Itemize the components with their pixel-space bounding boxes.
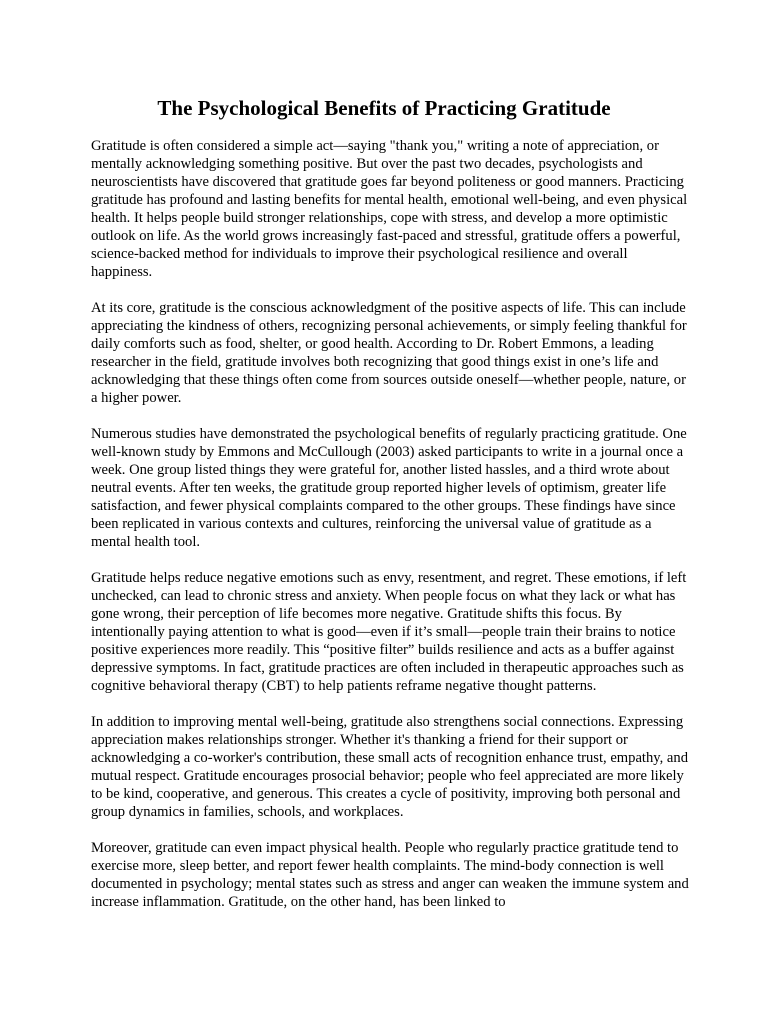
document-body <box>91 137 691 929</box>
paragraph-definition: At its core, gratitude is the conscious acknowledgment of the positive aspects of life. This can include appreciating the kindness of others, recognizing personal achievements, or simply feeling thankful for daily comforts such as food, shelter, or good health. According to Dr. Robert Emmons, a leading researcher in the field, gratitude involves both recognizing that good things exist in one’s life and acknowledging that these things often come from sources outside oneself—whether people, nature, or a higher power. <box>91 300 687 406</box>
paragraph-social-connections: In addition to improving mental well-being, gratitude also strengthens social connections. Expressing appreciation makes relationships stronger. Whether it's thanking a friend for their support or acknowledging a co-worker's contribution, these small acts of recognition enhance trust, empathy, and mutual respect. Gratitude encourages prosocial behavior; people who feel appreciated are more likely to be kind, cooperative, and generous. This creates a cycle of positivity, improving both personal and group dynamics in families, schools, and workplaces. <box>91 714 689 820</box>
paragraph-introduction: Gratitude is often considered a simple act—saying "thank you," writing a note of appreciation, or mentally acknowledging something positive. But over the past two decades, psychologists and neuroscientists have discovered that gratitude goes far beyond politeness or good manners. Practicing gratitude has profound and lasting benefits for mental health, emotional well-being, and even physical health. It helps people build stronger relationships, cope with stress, and develop a more optimistic outlook on life. As the world grows increasingly fast-paced and stressful, gratitude offers a powerful, science-backed method for individuals to improve their psychological resilience and overall happiness. <box>91 138 688 280</box>
paragraph-research: Numerous studies have demonstrated the psychological benefits of regularly practicing gratitude. One well-known study by Emmons and McCullough (2003) asked participants to write in a journal once a week. One group listed things they were grateful for, another listed hassles, and a third wrote about neutral events. After ten weeks, the gratitude group reported higher levels of optimism, greater life satisfaction, and fewer physical complaints compared to the other groups. These findings have since been replicated in various contexts and cultures, reinforcing the universal value of gratitude as a mental health tool. <box>91 426 687 550</box>
paragraph-negative-emotions: Gratitude helps reduce negative emotions such as envy, resentment, and regret. These emotions, if left unchecked, can lead to chronic stress and anxiety. When people focus on what they lack or what has gone wrong, their perception of life becomes more negative. Gratitude shifts this focus. By intentionally paying attention to what is good—even if it’s small—people train their brains to notice positive experiences more readily. This “positive filter” builds resilience and acts as a buffer against depressive symptoms. In fact, gratitude practices are often included in therapeutic approaches such as cognitive behavioral therapy (CBT) to help patients reframe negative thought patterns. <box>91 570 687 694</box>
paragraph-physical-health: Moreover, gratitude can even impact physical health. People who regularly practice gratitude tend to exercise more, sleep better, and report fewer health complaints. The mind-body connection is well documented in psychology; mental states such as stress and anger can weaken the immune system and increase inflammation. Gratitude, on the other hand, has been linked to <box>91 840 689 910</box>
document-title: The Psychological Benefits of Practicing Gratitude <box>157 96 611 120</box>
